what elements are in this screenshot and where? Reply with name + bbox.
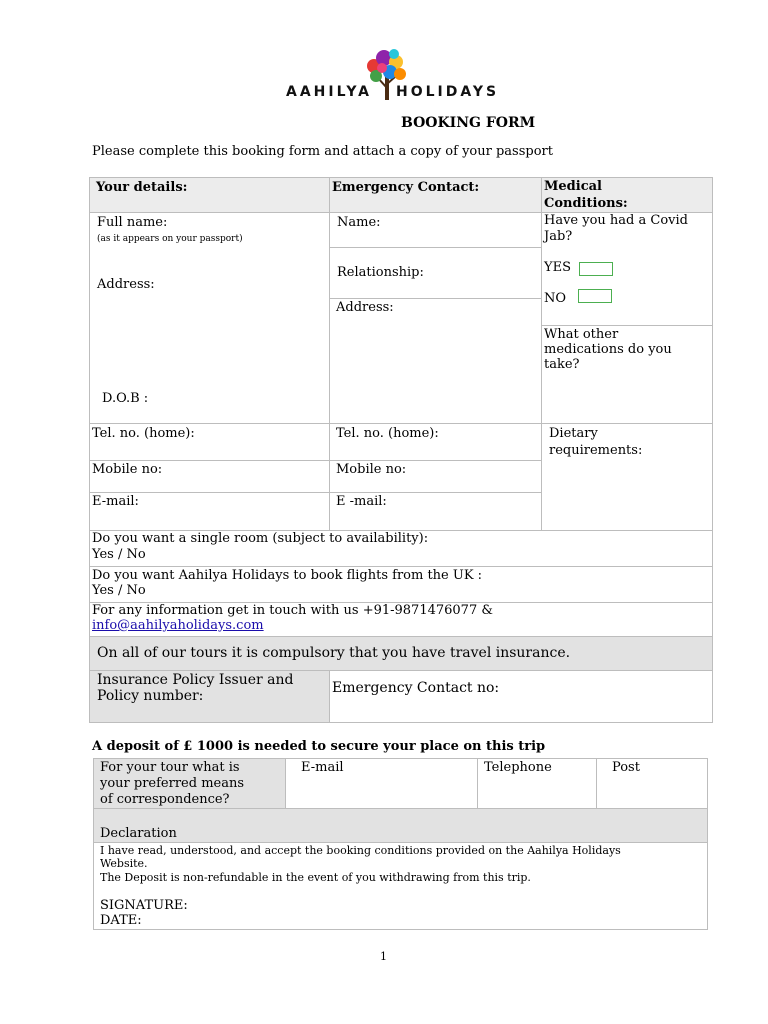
yes-label: YES	[544, 260, 571, 275]
dietary-line-1: Dietary	[549, 426, 598, 441]
correspondence-q-1: For your tour what is	[100, 760, 240, 775]
issuer-line-2: Policy number:	[97, 688, 204, 704]
declaration-heading: Declaration	[100, 826, 177, 841]
emergency-email-label: E -mail:	[336, 494, 387, 509]
medical-heading-1: Medical	[544, 179, 602, 194]
emergency-no-cell[interactable]	[330, 671, 713, 723]
deposit-notice: A deposit of £ 1000 is needed to secure your place on this trip	[92, 739, 546, 754]
declaration-header-cell	[94, 809, 708, 843]
covid-no-checkbox[interactable]	[578, 289, 612, 303]
option-post-cell[interactable]	[597, 759, 708, 809]
emergency-no-label: Emergency Contact no:	[332, 680, 500, 696]
form-title: BOOKING FORM	[401, 115, 536, 131]
contact-info-cell	[90, 603, 713, 637]
correspondence-q-2: your preferred means	[100, 776, 245, 791]
dietary-cell[interactable]	[542, 424, 713, 531]
dob-label: D.O.B :	[102, 391, 149, 406]
emergency-relationship-cell[interactable]	[330, 248, 542, 299]
emergency-mobile-label: Mobile no:	[336, 462, 407, 477]
company-logo	[278, 44, 500, 108]
tel-home-label: Tel. no. (home):	[92, 426, 195, 441]
medical-heading-2: Conditions:	[544, 196, 628, 211]
covid-cell	[542, 213, 713, 326]
option-telephone-cell[interactable]	[478, 759, 597, 809]
contact-email-link[interactable]: info@aahilyaholidays.com	[92, 618, 264, 633]
full-name-note: (as it appears on your passport)	[97, 234, 243, 244]
emergency-tel-cell[interactable]	[330, 424, 542, 461]
declaration-line-1: I have read, understood, and accept the booking conditions provided on the Aahilya Holidays	[100, 844, 621, 857]
date-label: DATE:	[100, 913, 142, 928]
declaration-body-cell[interactable]	[94, 843, 708, 930]
relationship-label: Relationship:	[337, 265, 424, 280]
logo-text-left: AAHILYA	[286, 84, 372, 100]
your-details-cell[interactable]	[90, 213, 330, 424]
mobile-cell[interactable]	[90, 461, 330, 493]
page-number: 1	[380, 950, 387, 963]
declaration-line-2: Website.	[100, 857, 148, 870]
your-details-header	[90, 178, 330, 213]
dietary-line-2: requirements:	[549, 443, 643, 458]
correspondence-table	[93, 758, 708, 930]
meds-line-1: What other	[544, 327, 619, 342]
emergency-mobile-cell[interactable]	[330, 461, 542, 493]
signature-label: SIGNATURE:	[100, 898, 188, 913]
single-room-question: Do you want a single room (subject to availability):	[92, 531, 429, 546]
insurance-notice: On all of our tours it is compulsory that you have travel insurance.	[97, 645, 571, 661]
covid-question-2: Jab?	[544, 229, 573, 244]
medical-header	[542, 178, 713, 213]
emergency-address-label: Address:	[336, 300, 394, 315]
option-email-cell[interactable]	[286, 759, 478, 809]
email-label: E-mail:	[92, 494, 139, 509]
emergency-email-cell[interactable]	[330, 493, 542, 531]
insurance-notice-cell	[90, 637, 713, 671]
emergency-tel-label: Tel. no. (home):	[336, 426, 439, 441]
emergency-heading: Emergency Contact:	[332, 180, 480, 195]
full-name-label: Full name:	[97, 215, 168, 230]
meds-line-3: take?	[544, 357, 580, 372]
insurance-issuer-cell	[90, 671, 330, 723]
flights-question: Do you want Aahilya Holidays to book flights from the UK :	[92, 568, 483, 583]
logo-text-right: HOLIDAYS	[396, 84, 500, 100]
emergency-header	[330, 178, 542, 213]
option-post: Post	[612, 760, 640, 775]
tel-home-cell[interactable]	[90, 424, 330, 461]
emergency-address-cell[interactable]	[330, 299, 542, 424]
covid-question-1: Have you had a Covid	[544, 213, 688, 228]
flights-options: Yes / No	[92, 583, 146, 598]
correspondence-q-3: of correspondence?	[100, 792, 230, 807]
single-room-cell[interactable]	[90, 531, 713, 567]
address-label: Address:	[97, 277, 155, 292]
issuer-line-1: Insurance Policy Issuer and	[97, 672, 294, 688]
covid-yes-checkbox[interactable]	[579, 262, 613, 276]
option-email: E-mail	[301, 760, 344, 775]
emergency-name-label: Name:	[337, 215, 381, 230]
meds-line-2: medications do you	[544, 342, 672, 357]
correspondence-question-cell	[94, 759, 286, 809]
emergency-name-cell[interactable]	[330, 213, 542, 248]
flights-cell[interactable]	[90, 567, 713, 603]
details-table	[89, 177, 713, 723]
medications-cell[interactable]	[542, 326, 713, 424]
your-details-heading: Your details:	[96, 180, 188, 195]
no-label: NO	[544, 291, 567, 306]
intro-text: Please complete this booking form and attach a copy of your passport	[92, 144, 553, 159]
contact-info-text: For any information get in touch with us +91-9871476077 &	[92, 603, 493, 618]
declaration-line-3: The Deposit is non-refundable in the event of you withdrawing from this trip.	[100, 871, 531, 884]
option-telephone: Telephone	[484, 760, 552, 775]
single-room-options: Yes / No	[92, 547, 146, 562]
mobile-label: Mobile no:	[92, 462, 163, 477]
email-cell[interactable]	[90, 493, 330, 531]
